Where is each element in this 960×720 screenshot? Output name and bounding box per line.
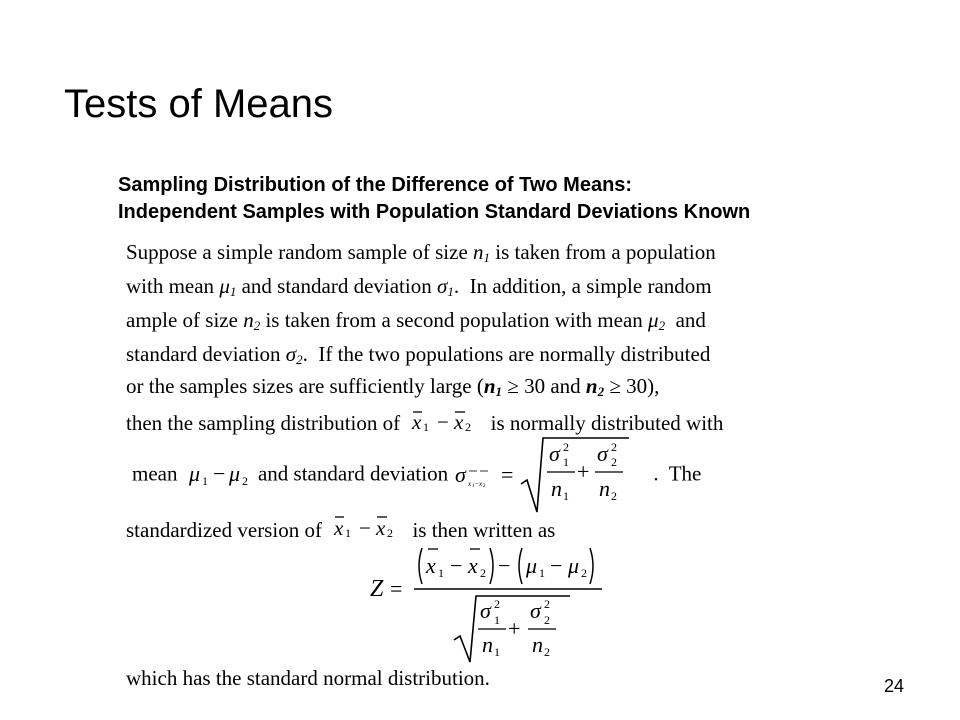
body-line-5: or the samples sizes are sufficiently large ($n_1 \ge 30$ and $n_2 \ge 30$), — [126, 374, 660, 399]
page-number: 24 — [883, 676, 904, 696]
svg-text:1: 1 — [539, 566, 545, 580]
svg-text:−: − — [437, 410, 450, 434]
sigma2-symbol: $\sigma_2$ — [285, 342, 303, 367]
svg-text:2: 2 — [387, 526, 394, 540]
n2-symbol: $n_2$ — [243, 308, 261, 333]
svg-text:x: x — [454, 410, 464, 434]
svg-text:−: − — [550, 553, 563, 578]
svg-text:−: − — [212, 461, 226, 486]
svg-text:μ: μ — [228, 461, 240, 486]
body-line-7: mean μ 1 − μ 2 and standard deviation σ x 1 − x 2 = σ 1 2 n 1 + σ 2 2 n 2 . The — [132, 434, 701, 514]
svg-text:μ: μ — [526, 553, 538, 578]
n1-symbol: $n_1$ — [473, 240, 491, 265]
svg-text:2: 2 — [544, 613, 550, 627]
svg-text:σ: σ — [455, 462, 467, 487]
svg-text:x: x — [412, 410, 422, 434]
svg-text:n: n — [599, 476, 611, 501]
heading-line-1: Sampling Distribution of the Difference of Two Means: — [118, 174, 633, 196]
svg-text:2: 2 — [465, 420, 472, 434]
svg-text:x: x — [334, 516, 344, 540]
svg-text:2: 2 — [611, 440, 618, 454]
svg-text:σ: σ — [480, 598, 491, 623]
z-formula — [366, 540, 626, 665]
svg-text:1: 1 — [472, 484, 475, 489]
body-line-3: ample of size $n_2$ is taken from a second population with mean $\mu_2$ and — [126, 308, 706, 333]
svg-text:x: x — [479, 480, 483, 488]
standard-deviation-formula — [453, 434, 653, 514]
body-line-1: Suppose a simple random sample of size $n_1$ is taken from a population — [126, 240, 716, 265]
svg-text:2: 2 — [611, 455, 618, 469]
svg-text:=: = — [501, 462, 514, 487]
svg-text:1: 1 — [423, 420, 430, 434]
svg-text:+: + — [577, 459, 590, 484]
svg-text:μ: μ — [568, 553, 580, 578]
body-line-8: standardized version of x 1 − x 2 is then written as — [126, 516, 556, 542]
svg-text:n: n — [532, 632, 543, 657]
svg-text:−: − — [359, 516, 372, 540]
mu2-symbol: $\mu_2$ — [648, 308, 666, 333]
svg-text:2: 2 — [581, 566, 587, 580]
svg-text:2: 2 — [544, 597, 550, 611]
n2-bold-symbol: $n_2$ — [585, 374, 605, 399]
svg-text:x: x — [468, 480, 472, 488]
svg-text:Z: Z — [370, 576, 384, 602]
svg-text:2: 2 — [563, 440, 570, 454]
svg-text:2: 2 — [544, 645, 550, 659]
svg-text:n: n — [551, 476, 563, 501]
svg-text:σ: σ — [549, 441, 561, 466]
xbar-difference-inline — [405, 409, 485, 435]
body-line-2: with mean $\mu_1$ and standard deviation $\sigma_1$. In addition, a simple random — [126, 274, 712, 299]
svg-text:x: x — [376, 516, 386, 540]
n1-bold-symbol: $n_1$ — [483, 374, 503, 399]
svg-text:2: 2 — [483, 484, 486, 489]
sigma1-symbol: $\sigma_1$ — [436, 274, 454, 299]
heading-line-2: Independent Samples with Population Standard Deviations Known — [118, 201, 751, 223]
body-line-4: standard deviation $\sigma_2$. If the two populations are normally distributed — [126, 342, 711, 367]
body-line-6: then the sampling distribution of x 1 − x 2 is normally distributed with — [126, 410, 724, 435]
svg-text:x: x — [426, 553, 436, 578]
svg-text:−: − — [450, 553, 463, 578]
xbar-difference-inline-2 — [327, 514, 407, 542]
svg-text:−: − — [498, 553, 511, 578]
svg-text:n: n — [482, 632, 493, 657]
mu1-symbol: $\mu_1$ — [219, 274, 237, 299]
svg-text:=: = — [390, 576, 403, 601]
svg-text:1: 1 — [563, 489, 570, 503]
svg-text:2: 2 — [494, 597, 500, 611]
svg-text:x: x — [468, 553, 478, 578]
body-line-9: which has the standard normal distribution. — [126, 666, 490, 690]
svg-text:1: 1 — [563, 455, 570, 469]
svg-text:σ: σ — [597, 441, 609, 466]
svg-text:−: − — [475, 480, 480, 488]
svg-text:μ: μ — [188, 461, 200, 486]
mu-difference — [183, 459, 253, 489]
svg-text:1: 1 — [494, 613, 500, 627]
slide-title: Tests of Means — [64, 82, 334, 126]
svg-text:1: 1 — [494, 645, 500, 659]
svg-text:1: 1 — [345, 526, 352, 540]
svg-text:1: 1 — [438, 566, 444, 580]
svg-text:2: 2 — [611, 489, 618, 503]
svg-text:2: 2 — [480, 566, 486, 580]
svg-text:1: 1 — [201, 474, 208, 488]
section-heading — [118, 172, 750, 226]
svg-text:σ: σ — [530, 598, 541, 623]
svg-text:+: + — [508, 616, 521, 641]
svg-text:2: 2 — [241, 474, 248, 488]
